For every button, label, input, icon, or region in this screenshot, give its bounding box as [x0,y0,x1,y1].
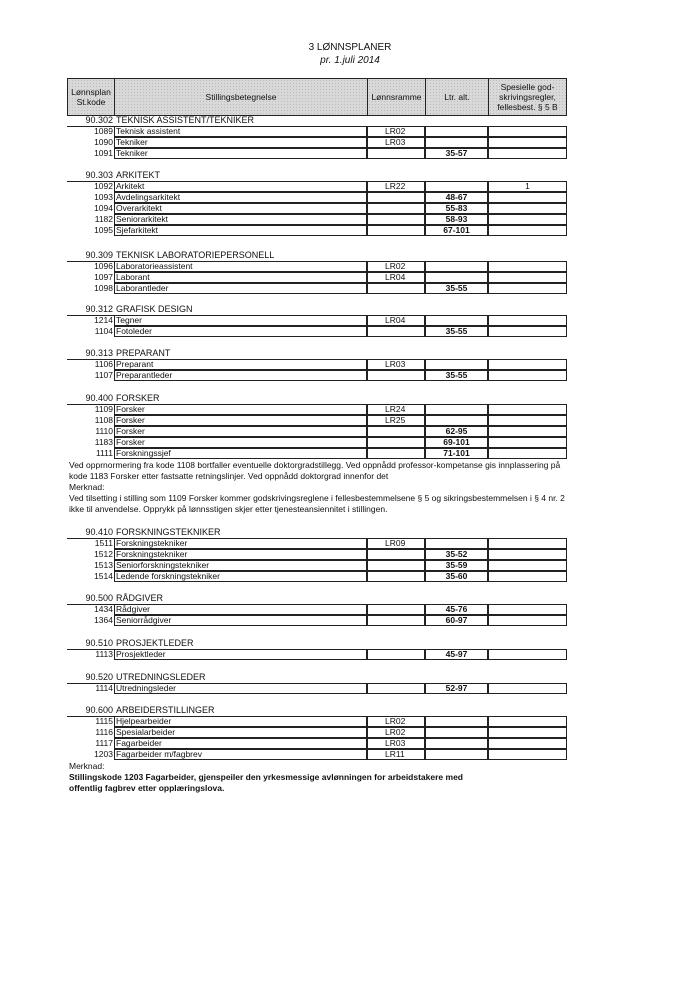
row-title: Arkitekt [114,181,367,192]
table-row [67,549,567,560]
table-row [67,448,567,459]
section-name: TEKNISK LABORATORIEPERSONELL [116,250,275,260]
row-code: 1511 [94,538,113,548]
header-ltr: Ltr. alt. [425,78,489,116]
table-row [67,326,567,337]
row-code: 1114 [95,683,113,693]
section-title [67,115,254,125]
row-ramme: LR02 [367,261,425,272]
row-code: 1116 [95,727,113,737]
section-title [67,250,274,260]
table-row [67,283,567,294]
row-ramme [367,683,425,694]
row-ltr: 55-83 [425,203,488,214]
row-spec [488,370,567,381]
table-row [67,604,567,615]
row-ramme [367,203,425,214]
row-code: 1096 [94,261,113,271]
row-code: 1111 [95,448,113,458]
row-code: 1434 [94,604,113,614]
row-ltr [425,137,488,148]
section-code: 90.309 [85,250,113,260]
row-ltr: 45-76 [425,604,488,615]
section-name: ARBEIDERSTILLINGER [116,705,215,715]
section-code: 90.520 [85,672,113,682]
table-row [67,426,567,437]
row-title: Preparantleder [114,370,367,381]
row-spec [488,560,567,571]
row-spec [488,225,567,236]
section-title [67,393,160,403]
row-ramme [367,615,425,626]
row-spec [488,738,567,749]
row-title: Laborantleder [114,283,367,294]
table-row [67,315,567,326]
row-ramme: LR04 [367,272,425,283]
row-spec [488,749,567,760]
row-ramme [367,148,425,159]
row-ramme: LR03 [367,738,425,749]
row-spec [488,214,567,225]
row-spec [488,283,567,294]
row-title: Forskningssjef [114,448,367,459]
table-row [67,225,567,236]
row-title: Hjelpearbeider [114,716,367,727]
row-ltr [425,315,488,326]
row-spec [488,538,567,549]
row-title: Forsker [114,437,367,448]
row-code: 1512 [94,549,113,559]
row-ramme: LR02 [367,727,425,738]
row-code: 1183 [94,437,113,447]
row-code: 1108 [94,415,113,425]
row-spec [488,426,567,437]
row-ramme [367,448,425,459]
row-code: 1110 [95,426,113,436]
row-spec [488,326,567,337]
row-title: Preparant [114,359,367,370]
row-title: Fagarbeider m/fagbrev [114,749,367,760]
section-name: PREPARANT [116,348,171,358]
section-name: FORSKNINGSTEKNIKER [116,527,221,537]
row-spec [488,437,567,448]
table-row [67,137,567,148]
table-row [67,615,567,626]
table-row [67,571,567,582]
table-row [67,738,567,749]
table-row [67,727,567,738]
row-title: Overarkitekt [114,203,367,214]
row-spec [488,272,567,283]
table-row [67,404,567,415]
header-ramme: Lønnsramme [367,78,426,116]
row-code: 1089 [94,126,113,136]
row-ramme [367,225,425,236]
section-name: ARKITEKT [116,170,161,180]
table-row [67,538,567,549]
row-ramme [367,192,425,203]
row-ramme: LR02 [367,126,425,137]
row-ramme: LR03 [367,137,425,148]
row-ltr [425,126,488,137]
note-forsker-1: Ved opprnormering fra kode 1108 bortfaller eventuelle doktorgradstillegg. Ved oppnådd professor-kompetanse gis innplassering på kode 1183 Forsker etter fastsatte retningslinjer. Ved oppnådd doktorgrad innenfor det [69,460,561,481]
row-spec [488,604,567,615]
table-row [67,148,567,159]
row-spec [488,203,567,214]
row-title: Forsker [114,426,367,437]
row-title: Avdelingsarkitekt [114,192,367,203]
row-code: 1093 [94,192,113,202]
section-title [67,304,193,314]
row-ramme: LR04 [367,315,425,326]
row-ltr [425,749,488,760]
row-title: Laborant [114,272,367,283]
row-code: 1117 [95,738,113,748]
row-title: Prosjektleder [114,649,367,660]
header-code: Lønnsplan St.kode [67,78,115,116]
row-code: 1095 [94,225,113,235]
row-spec [488,359,567,370]
section-title [67,705,215,715]
row-ltr: 35-55 [425,370,488,381]
table-row [67,683,567,694]
row-spec [488,727,567,738]
section-name: UTREDNINGSLEDER [116,672,206,682]
section-title [67,672,206,682]
row-ramme [367,214,425,225]
row-spec [488,404,567,415]
table-row [67,272,567,283]
row-spec [488,148,567,159]
row-spec [488,716,567,727]
row-code: 1097 [94,272,113,282]
row-ramme [367,649,425,660]
row-spec [488,571,567,582]
row-ramme: LR09 [367,538,425,549]
row-title: Seniorarkitekt [114,214,367,225]
row-code: 1214 [94,315,113,325]
row-ramme [367,426,425,437]
section-name: GRAFISK DESIGN [116,304,193,314]
table-row [67,214,567,225]
table-row [67,749,567,760]
row-spec [488,261,567,272]
row-ltr [425,181,488,192]
row-ltr: 35-55 [425,283,488,294]
row-title: Forsker [114,404,367,415]
section-name: FORSKER [116,393,160,403]
row-title: Tekniker [114,137,367,148]
row-code: 1109 [94,404,113,414]
row-ltr [425,538,488,549]
row-ltr: 58-93 [425,214,488,225]
table-header [67,78,567,116]
table-row [67,716,567,727]
row-ltr: 71-101 [425,448,488,459]
row-title: Seniorforskningstekniker [114,560,367,571]
row-ramme: LR03 [367,359,425,370]
row-spec [488,615,567,626]
row-ramme [367,326,425,337]
table-row [67,359,567,370]
table-row [67,203,567,214]
section-title [67,170,160,180]
row-code: 1113 [95,649,113,659]
table-row [67,261,567,272]
row-code: 1091 [94,148,113,158]
row-ltr: 45-97 [425,649,488,660]
document-date: pr. 1.juli 2014 [320,55,380,66]
section-code: 90.303 [85,170,113,180]
row-ltr [425,359,488,370]
row-ltr [425,261,488,272]
row-ltr: 35-57 [425,148,488,159]
row-title: Forskningstekniker [114,538,367,549]
row-code: 1106 [94,359,113,369]
section-name: PROSJEKTLEDER [116,638,194,648]
note-forsker-2: Ved tilsetting i stilling som 1109 Forsker kommer godskrivingsreglene i fellesbestemmelsene § 5 og sikringsbestemmelsen i § 4 nr. 2 ikke til anvendelse. Opprykk på lønnsstigen skjer etter tjenesteansiennitet i stillingen. [69,493,565,514]
row-code: 1090 [94,137,113,147]
row-ltr: 60-97 [425,615,488,626]
note-forsker-merknad: Merknad: [69,482,105,492]
row-title: Utredningsleder [114,683,367,694]
row-ltr [425,727,488,738]
row-ltr: 69-101 [425,437,488,448]
section-code: 90.400 [85,393,113,403]
table-row [67,437,567,448]
row-ramme [367,437,425,448]
row-code: 1513 [94,560,113,570]
row-ltr: 35-59 [425,560,488,571]
row-ltr [425,716,488,727]
row-ltr: 35-60 [425,571,488,582]
section-code: 90.313 [85,348,113,358]
row-title: Ledende forskningstekniker [114,571,367,582]
header-title: Stillingsbetegnelse [114,78,368,116]
row-ltr: 62-95 [425,426,488,437]
row-title: Tegner [114,315,367,326]
row-spec [488,415,567,426]
row-ramme [367,549,425,560]
row-ltr: 35-52 [425,549,488,560]
row-code: 1107 [94,370,113,380]
row-code: 1092 [94,181,113,191]
table-row [67,126,567,137]
section-title [67,593,163,603]
row-ramme [367,283,425,294]
row-code: 1514 [94,571,113,581]
row-code: 1182 [94,214,113,224]
row-title: Laboratorieassistent [114,261,367,272]
row-ltr [425,272,488,283]
note-arbeider-merknad: Merknad: [69,761,105,771]
section-code: 90.600 [85,705,113,715]
row-code: 1203 [94,749,113,759]
document-title: 3 LØNNSPLANER [308,42,392,53]
table-row [67,415,567,426]
section-code: 90.410 [85,527,113,537]
row-title: Sjefarkitekt [114,225,367,236]
row-title: Fagarbeider [114,738,367,749]
section-title [67,527,221,537]
row-spec [488,448,567,459]
row-ramme: LR02 [367,716,425,727]
row-ltr: 48-67 [425,192,488,203]
table-row [67,560,567,571]
header-spec: Spesielle god-skrivingsregler, fellesbest. § 5 B [488,78,567,116]
row-spec: 1 [488,181,567,192]
row-ltr: 52-97 [425,683,488,694]
row-title: Tekniker [114,148,367,159]
row-title: Forskningstekniker [114,549,367,560]
row-ltr: 35-55 [425,326,488,337]
table-row [67,181,567,192]
row-spec [488,649,567,660]
row-ramme: LR11 [367,749,425,760]
row-ramme [367,370,425,381]
table-row [67,192,567,203]
row-code: 1115 [95,716,113,726]
table-row [67,649,567,660]
row-code: 1104 [94,326,113,336]
row-ramme: LR22 [367,181,425,192]
section-title [67,638,194,648]
row-title: Forsker [114,415,367,426]
row-code: 1094 [94,203,113,213]
row-spec [488,683,567,694]
row-code: 1098 [94,283,113,293]
row-spec [488,315,567,326]
section-code: 90.302 [85,115,113,125]
row-ltr [425,738,488,749]
row-code: 1364 [94,615,113,625]
row-ramme: LR25 [367,415,425,426]
row-title: Teknisk assistent [114,126,367,137]
row-ltr: 67-101 [425,225,488,236]
row-ramme [367,604,425,615]
row-spec [488,126,567,137]
row-ltr [425,415,488,426]
row-ramme: LR24 [367,404,425,415]
row-title: Fotoleder [114,326,367,337]
section-code: 90.510 [85,638,113,648]
row-ltr [425,404,488,415]
row-spec [488,137,567,148]
section-name: RÅDGIVER [116,593,164,603]
row-title: Spesialarbeider [114,727,367,738]
section-name: TEKNISK ASSISTENT/TEKNIKER [116,115,255,125]
row-title: Seniorrådgiver [114,615,367,626]
table-row [67,370,567,381]
row-ramme [367,571,425,582]
row-title: Rådgiver [114,604,367,615]
row-spec [488,549,567,560]
section-code: 90.312 [85,304,113,314]
section-code: 90.500 [85,593,113,603]
section-title [67,348,170,358]
row-spec [488,192,567,203]
row-ramme [367,560,425,571]
note-arbeider-text: Stillingskode 1203 Fagarbeider, gjenspeiler den yrkesmessige avlønningen for arbeidstakere med offentlig fagbrev etter opplæringslova. [69,772,463,793]
